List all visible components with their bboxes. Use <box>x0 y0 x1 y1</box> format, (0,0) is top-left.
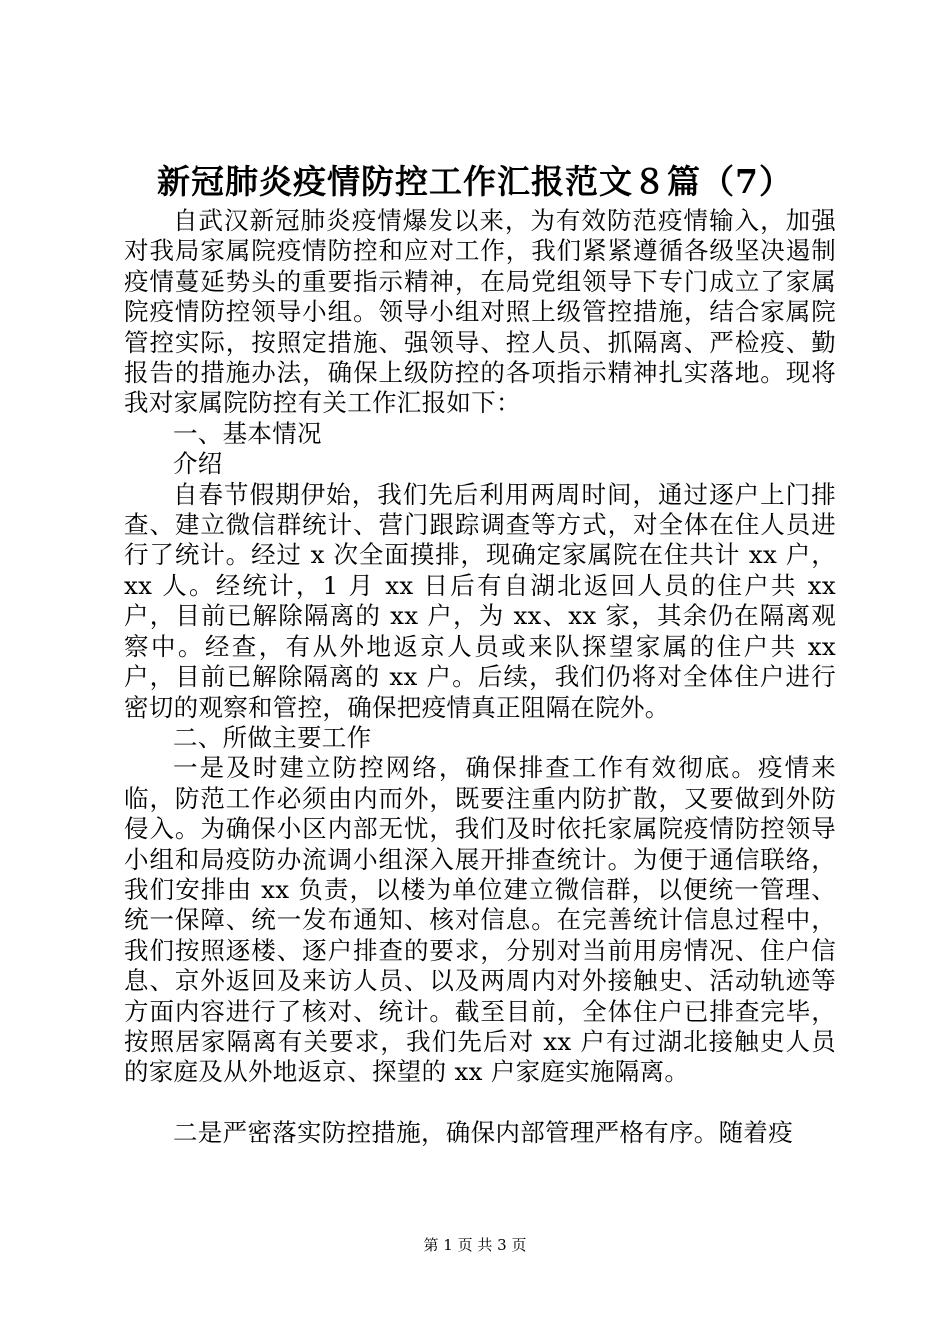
section-heading-intro: 介绍 <box>173 449 223 479</box>
paragraph-work-one: 一是及时建立防控网络，确保排查工作有效彻底。疫情来临，防范工作必须由内而外，既要注重内防扩散，又要做到外防侵入。为确保小区内部无忧，我们及时依托家属院疫情防控领导小组和局疫防办流调小组深入展开排查统计。为便于通信联络，我们安排由 xx 负责，以楼为单位建立微信群，以便统一管理、统一保障、统一发布通知、核对信息。在完善统计信息过程中，我们按照逐楼、逐户排查的要求，分别对当前用房情况、住户信息、京外返回及来访人员、以及两周内对外接触史、活动轨迹等方面内容进行了核对、统计。截至目前，全体住户已排查完毕，按照居家隔离有关要求，我们先后对 xx 户有过湖北接触史人员的家庭及从外地返京、探望的 xx 户家庭实施隔离。 <box>124 753 836 1087</box>
section-heading-basic: 一、基本情况 <box>173 418 322 448</box>
section-heading-main-work: 二、所做主要工作 <box>173 722 372 752</box>
document-title: 新冠肺炎疫情防控工作汇报范文８篇（7） <box>157 162 793 201</box>
paragraph-work-two: 二是严密落实防控措施，确保内部管理严格有序。随着疫 <box>173 1117 793 1147</box>
paragraph-basic-situation: 自春节假期伊始，我们先后利用两周时间，通过逐户上门排查、建立微信群统计、营门跟踪调查等方式，对全体在住人员进行了统计。经过 x 次全面摸排，现确定家属院在住共计 xx 户，xx 人。经统计，1 月 xx 日后有自湖北返回人员的住户共 xx 户，目前已解除隔离的 xx 户，为 xx、xx 家，其余仍在隔离观察中。经查，有从外地返京人员或来队探望家属的住户共 xx 户，目前已解除隔离的 xx 户。后续，我们仍将对全体住户进行密切的观察和管控，确保把疫情真正阻隔在院外。 <box>124 479 836 722</box>
page-footer: 第 1 页 共 3 页 <box>423 1236 527 1254</box>
document-body <box>124 206 836 1148</box>
paragraph-intro: 自武汉新冠肺炎疫情爆发以来，为有效防范疫情输入，加强对我局家属院疫情防控和应对工作，我们紧紧遵循各级坚决遏制疫情蔓延势头的重要指示精神，在局党组领导下专门成立了家属院疫情防控领导小组。领导小组对照上级管控措施，结合家属院管控实际，按照定措施、强领导、控人员、抓隔离、严检疫、勤报告的措施办法，确保上级防控的各项指示精神扎实落地。现将我对家属院防控有关工作汇报如下： <box>124 206 836 418</box>
